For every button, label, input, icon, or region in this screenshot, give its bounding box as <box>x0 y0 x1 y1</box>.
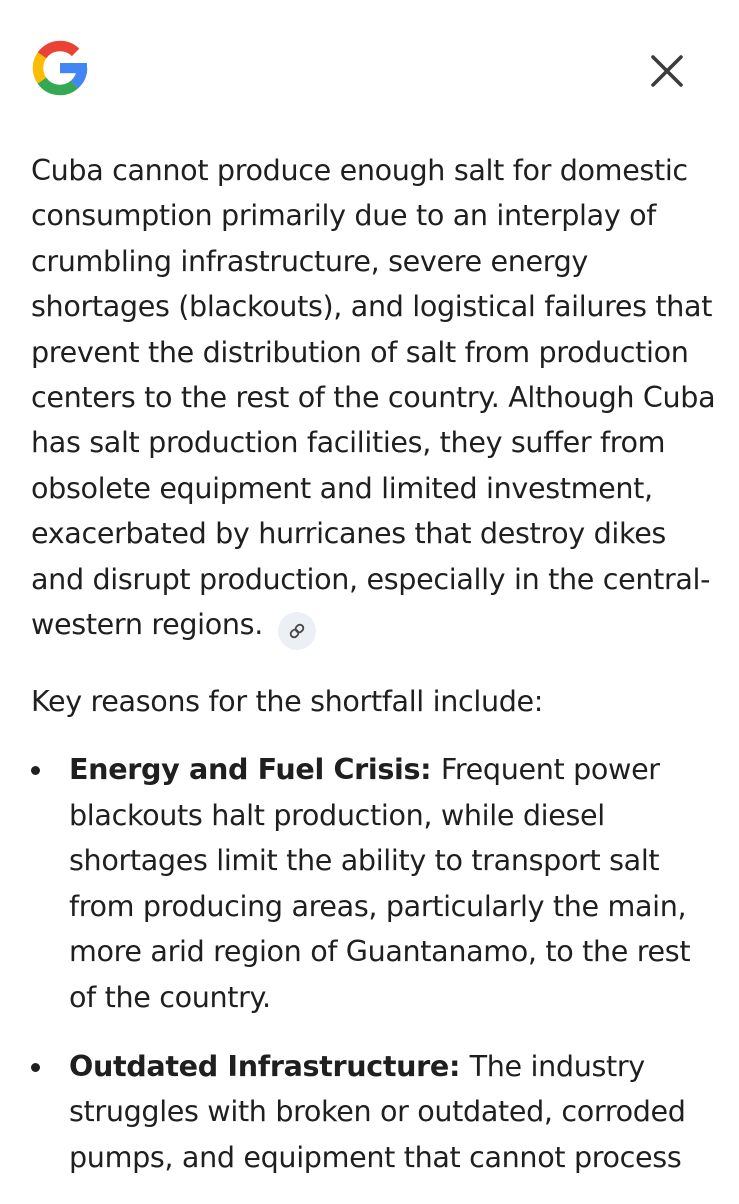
close-button[interactable] <box>642 46 692 96</box>
source-link-button[interactable] <box>278 612 316 650</box>
bullet-title: Outdated Infrastructure: <box>69 1048 470 1083</box>
list-item <box>31 747 721 1019</box>
reasons-list <box>31 747 721 1180</box>
header <box>0 0 739 130</box>
close-icon <box>650 54 684 88</box>
bullet-title: Energy and Fuel Crisis: <box>69 752 441 787</box>
answer-content <box>31 148 721 1204</box>
bullet-icon <box>31 766 40 775</box>
answer-paragraph-text: Cuba cannot produce enough salt for domestic consumption primarily due to an interplay of crumbling infrastructure, severe energy shortages (blackouts), and logistical failures that prevent the distribution of salt from production centers to the rest of the country. Although Cuba has salt production facilities, they suffer from obsolete equipment and limited investment, exacerbated by hurricanes that destroy dikes and disrupt production, especially in the central-western regions. <box>31 153 716 642</box>
link-icon <box>288 622 306 640</box>
bullet-text: The industry struggles with broken or outdated, corroded pumps, and equipment that cannot process <box>69 1048 686 1174</box>
bullet-text: Frequent power blackouts halt production, while diesel shortages limit the ability to transport salt from producing areas, particularly the main, more arid region of Guantanamo, to the rest of the country. <box>69 752 691 1014</box>
bullet-icon <box>31 1063 40 1072</box>
list-item <box>31 1044 721 1180</box>
answer-paragraph <box>31 148 721 650</box>
key-reasons-intro: Key reasons for the shortfall include: <box>31 684 544 719</box>
google-g-icon <box>29 37 91 99</box>
